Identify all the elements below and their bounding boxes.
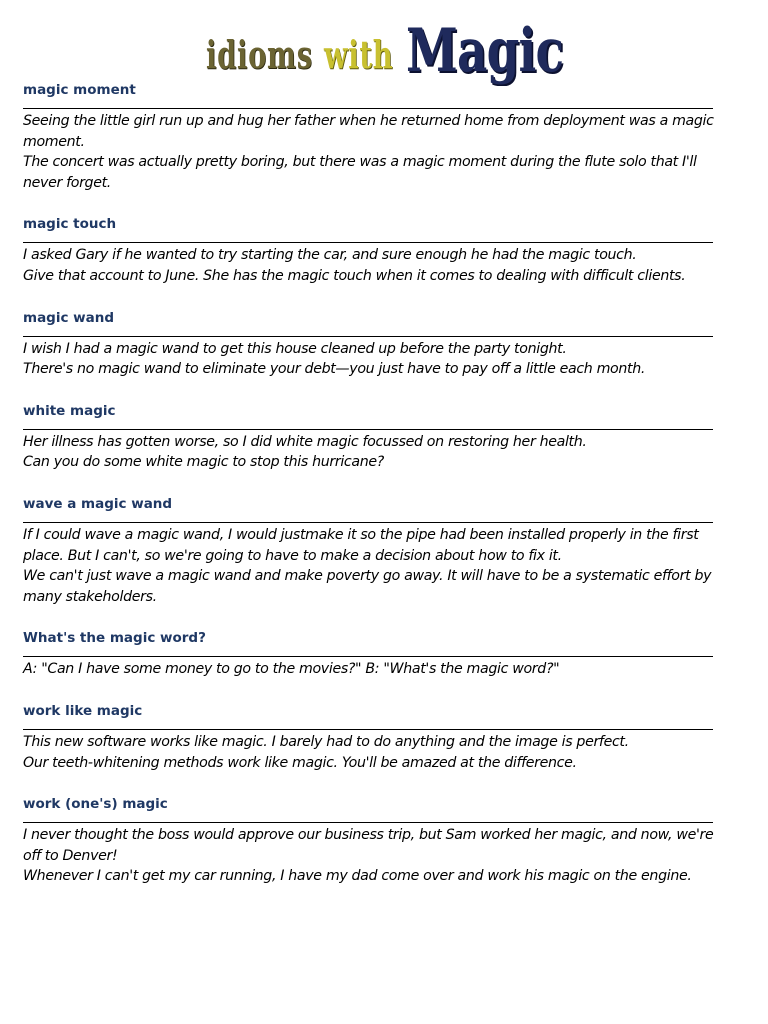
example-sentence: There's no magic wand to eliminate your debt—you just have to pay off a little each month. <box>23 361 646 378</box>
example-sentence: Can you do some white magic to stop this hurricane? <box>23 454 384 471</box>
example-sentence: We can't just wave a magic wand and make poverty go away. It will have to be a systematic effort by many stakeholders. <box>23 568 712 605</box>
example-sentence: I asked Gary if he wanted to try starting the car, and sure enough he had the magic touch. <box>23 247 637 264</box>
idiom-entry-whats-the-magic-word <box>23 628 723 680</box>
idiom-title: magic touch <box>23 216 117 233</box>
example-sentence: This new software works like magic. I barely had to do anything and the image is perfect. <box>23 733 629 750</box>
idiom-entry-magic-touch <box>23 214 723 286</box>
title-word-magic: Magic <box>406 16 564 86</box>
divider <box>23 108 713 109</box>
example-sentence: Seeing the little girl run up and hug her father when he returned home from deployment was a magic moment. <box>23 113 714 150</box>
idiom-title: white magic <box>23 402 116 419</box>
title-word-with: with <box>324 32 394 77</box>
example-sentence: I never thought the boss would approve our business trip, but Sam worked her magic, and now, we're off to Denver! <box>23 827 714 864</box>
example-sentence: Her illness has gotten worse, so I did white magic focussed on restoring her health. <box>23 433 587 450</box>
example-sentence: The concert was actually pretty boring, but there was a magic moment during the flute solo that I'll never forget. <box>23 154 697 191</box>
divider <box>23 522 713 523</box>
idiom-entry-work-like-magic <box>23 701 723 773</box>
example-sentence: Whenever I can't get my car running, I have my dad come over and work his magic on the engine. <box>23 868 692 885</box>
divider <box>23 822 713 823</box>
idiom-title: magic wand <box>23 309 115 326</box>
idiom-title: work like magic <box>23 702 143 719</box>
idiom-title: magic moment <box>23 82 136 98</box>
idiom-list <box>23 80 723 908</box>
divider <box>23 242 713 243</box>
title-word-idioms: idioms <box>206 32 313 77</box>
divider <box>23 656 713 657</box>
divider <box>23 336 713 337</box>
idiom-entry-white-magic <box>23 401 723 473</box>
idiom-title: What's the magic word? <box>23 630 206 647</box>
idiom-entry-magic-wand <box>23 308 723 380</box>
example-sentence: Our teeth-whitening methods work like magic. You'll be amazed at the difference. <box>23 754 577 771</box>
idiom-entry-work-ones-magic <box>23 794 723 887</box>
idiom-entry-wave-a-magic-wand <box>23 494 723 607</box>
idiom-title: work (one's) magic <box>23 796 168 813</box>
example-sentence: I wish I had a magic wand to get this house cleaned up before the party tonight. <box>23 340 567 357</box>
example-sentence: Give that account to June. She has the magic touch when it comes to dealing with difficult clients. <box>23 267 686 284</box>
divider <box>23 429 713 430</box>
divider <box>23 729 713 730</box>
idiom-entry-magic-moment <box>23 80 723 193</box>
idiom-title: wave a magic wand <box>23 495 173 512</box>
example-sentence: If I could wave a magic wand, I would justmake it so the pipe had been installed properly in the first place. But I can't, so we're going to have to make a decision about how to fix it. <box>23 526 699 564</box>
example-sentence: A: "Can I have some money to go to the movies?" B: "What's the magic word?" <box>23 661 560 678</box>
